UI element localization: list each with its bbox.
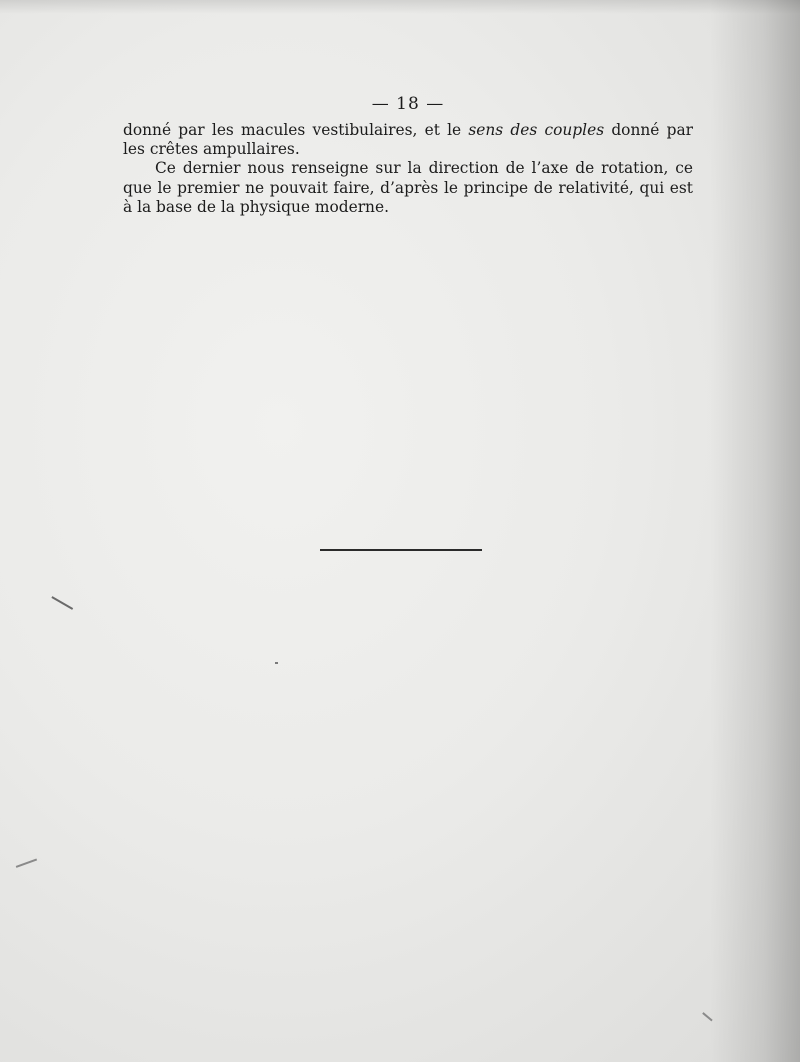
- paper-speck: [275, 662, 278, 664]
- paragraph-2: Ce dernier nous renseigne sur la direction de l’axe de rotation, ce que le premier ne pouvait faire, d’après le principe de relativité, qui est à la base de la physique moderne.: [123, 159, 693, 216]
- paragraph-1-text-start: donné par les macules vestibulaires, et le: [123, 121, 469, 139]
- paragraph-1: [123, 121, 693, 159]
- paper-speck: [16, 859, 37, 868]
- paragraph-1-text-end: donné par les crêtes ampullaires.: [123, 121, 693, 159]
- right-edge-shadow: [710, 0, 800, 1062]
- paragraph-1-italic-phrase: sens des couples: [468, 121, 605, 139]
- paper-speck: [52, 596, 74, 609]
- body-text: [123, 121, 693, 217]
- section-end-rule: [320, 549, 482, 551]
- page-number: — 18 —: [371, 94, 445, 114]
- top-edge-shadow: [0, 0, 800, 14]
